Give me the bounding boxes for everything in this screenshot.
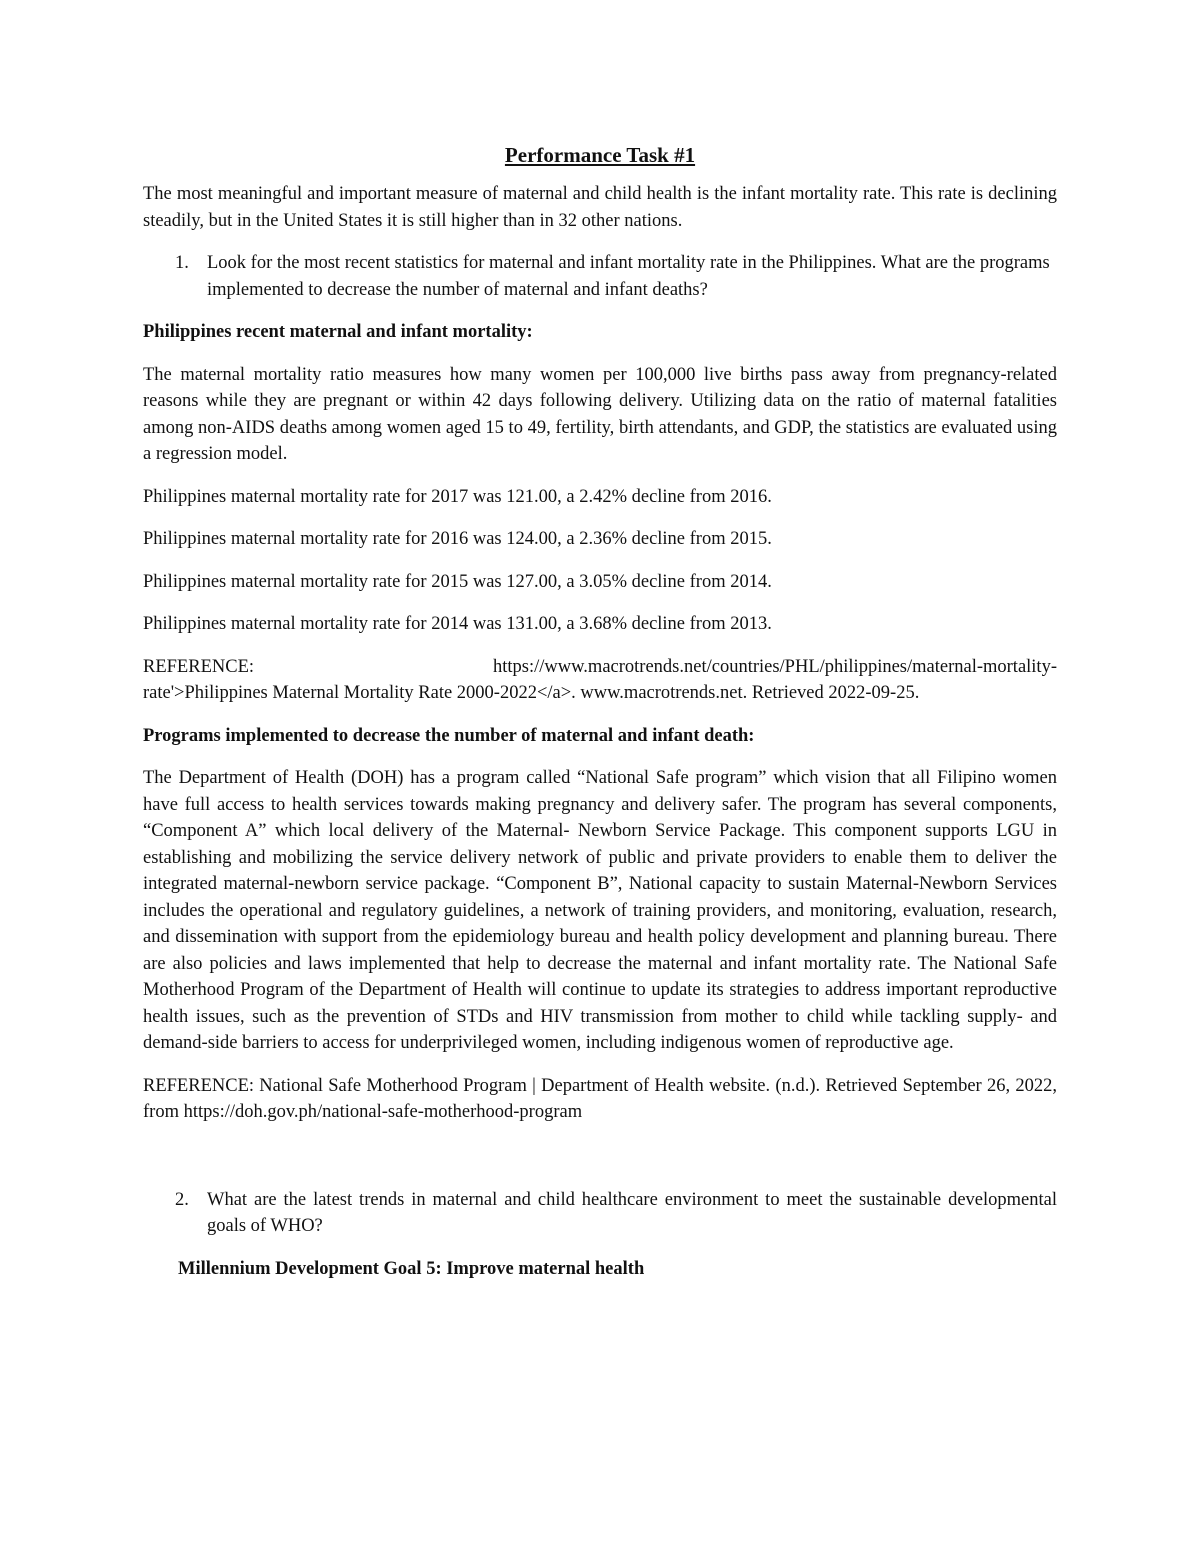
document-page (143, 130, 1057, 1298)
reference-macrotrends-line-2: rate'>Philippines Maternal Mortality Rate 2000-2022</a>. www.macrotrends.net. Retrieved 2022-09-25. (143, 683, 920, 703)
section-heading-mdg5: Millennium Development Goal 5: Improve maternal health (178, 1258, 645, 1279)
question-2 (143, 1187, 1057, 1240)
question-1 (143, 250, 1057, 303)
programs-paragraph: The Department of Health (DOH) has a program called “National Safe program” which vision that all Filipino women have full access to health services towards making pregnancy and delivery safer. The program has several components, “Component A” which local delivery of the Maternal- Newborn Service Package. This component supports LGU in establishing and mobilizing the service delivery network of public and private providers to enable them to deliver the integrated maternal-newborn service package. “Component B”, National capacity to sustain Maternal-Newborn Services includes the operational and regulatory guidelines, a network of training providers, and monitoring, evaluation, research, and dissemination with support from the epidemiology bureau and health policy development and planning bureau. There are also policies and laws implemented that help to decrease the maternal and infant mortality rate. The National Safe Motherhood Program of the Department of Health will continue to update its strategies to address important reproductive health issues, such as the prevention of STDs and HIV transmission from mother to child while tackling supply- and demand-side barriers to access for underprivileged women, including indigenous women of reproductive age. (143, 768, 1057, 1053)
mortality-ratio-paragraph: The maternal mortality ratio measures how many women per 100,000 live births pass away from pregnancy-related reasons while they are pregnant or within 42 days following delivery. Utilizing data on the ratio of maternal fatalities among non-AIDS deaths among women aged 15 to 49, fertility, birth attendants, and GDP, the statistics are evaluated using a regression model. (143, 364, 1057, 464)
stat-line: Philippines maternal mortality rate for 2016 was 124.00, a 2.36% decline from 2015. (143, 529, 772, 549)
question-2-text: What are the latest trends in maternal and child healthcare environment to meet the sustainable developmental goals of WHO? (207, 1189, 1057, 1236)
intro-paragraph: The most meaningful and important measure of maternal and child health is the infant mortality rate. This rate is declining steadily, but in the United States it is still higher than in 32 other nations. (143, 184, 1057, 231)
section-heading-mortality: Philippines recent maternal and infant mortality: (143, 322, 533, 342)
section-heading-programs: Programs implemented to decrease the number of maternal and infant death: (143, 725, 755, 746)
stat-line: Philippines maternal mortality rate for 2014 was 131.00, a 3.68% decline from 2013. (143, 614, 772, 634)
stat-line: Philippines maternal mortality rate for 2015 was 127.00, a 3.05% decline from 2014. (143, 571, 772, 592)
stat-line: Philippines maternal mortality rate for 2017 was 121.00, a 2.42% decline from 2016. (143, 486, 772, 507)
spacer (143, 1142, 1057, 1187)
reference-doh: REFERENCE: National Safe Motherhood Program | Department of Health website. (n.d.). Retrieved September 26, 2022, from https://doh.gov.ph/national-safe-motherhood-program (143, 1075, 1057, 1122)
question-2-number: 2. (175, 1189, 189, 1210)
question-1-number: 1. (175, 253, 189, 273)
reference-macrotrends (143, 654, 1057, 707)
page-title: Performance Task #1 (504, 143, 696, 167)
reference-macrotrends-line-1: REFERENCE: https://www.macrotrends.net/countries/PHL/philippines/maternal-mortality- (143, 656, 1057, 677)
question-1-text: Look for the most recent statistics for maternal and infant mortality rate in the Philippines. What are the programs implemented to decrease the number of maternal and infant deaths? (207, 253, 1050, 300)
